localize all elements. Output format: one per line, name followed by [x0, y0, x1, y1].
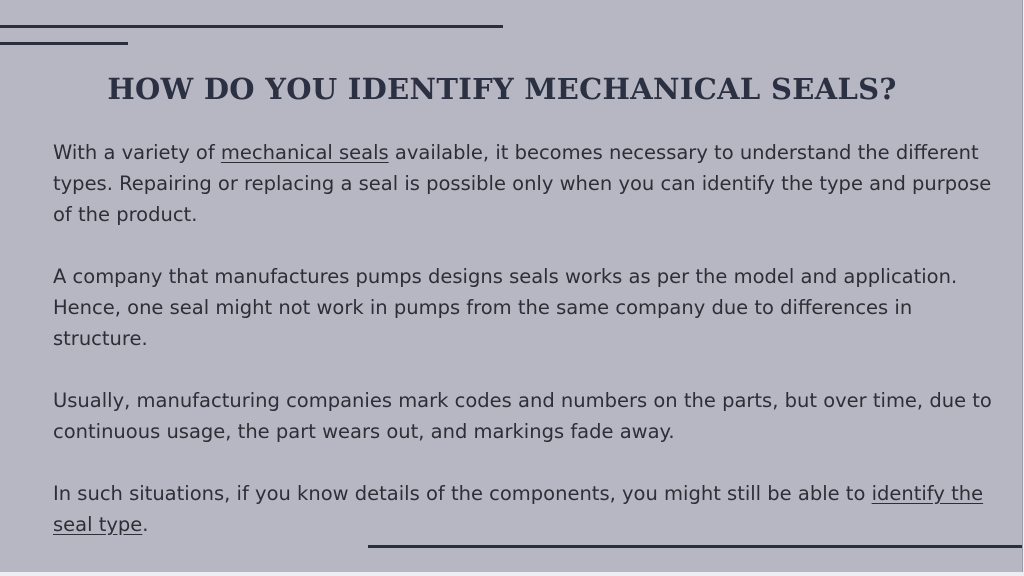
paragraph-4-text-before: In such situations, if you know details of the components, you might still be able to	[53, 482, 872, 505]
top-decorative-short-rule	[0, 42, 128, 45]
paragraph-1-text-before: With a variety of	[53, 141, 221, 164]
identify-seal-type-link[interactable]: identify the seal type	[53, 482, 984, 536]
paragraph-4-text-after: .	[142, 513, 149, 536]
paragraph-3: Usually, manufacturing companies mark codes and numbers on the parts, but over time, due to continuous usage, the part wears out, and markings fade away.	[53, 389, 992, 443]
mechanical-seals-link[interactable]: mechanical seals	[220, 141, 389, 164]
paragraph-1-text-after: available, it becomes necessary to understand the different types. Repairing or replacing a seal is possible only when you can identify the type and purpose of the product.	[53, 141, 992, 226]
paragraph-2: A company that manufactures pumps designs seals works as per the model and application. Hence, one seal might not work in pumps from the same company due to differences in structure.	[53, 265, 958, 350]
paragraph-1	[53, 137, 993, 230]
slide-title: HOW DO YOU IDENTIFY MECHANICAL SEALS?	[107, 72, 897, 106]
top-decorative-rule	[0, 25, 503, 28]
bottom-decorative-rule	[368, 545, 1022, 548]
paragraph-4	[53, 478, 993, 540]
slide-body	[53, 137, 993, 540]
